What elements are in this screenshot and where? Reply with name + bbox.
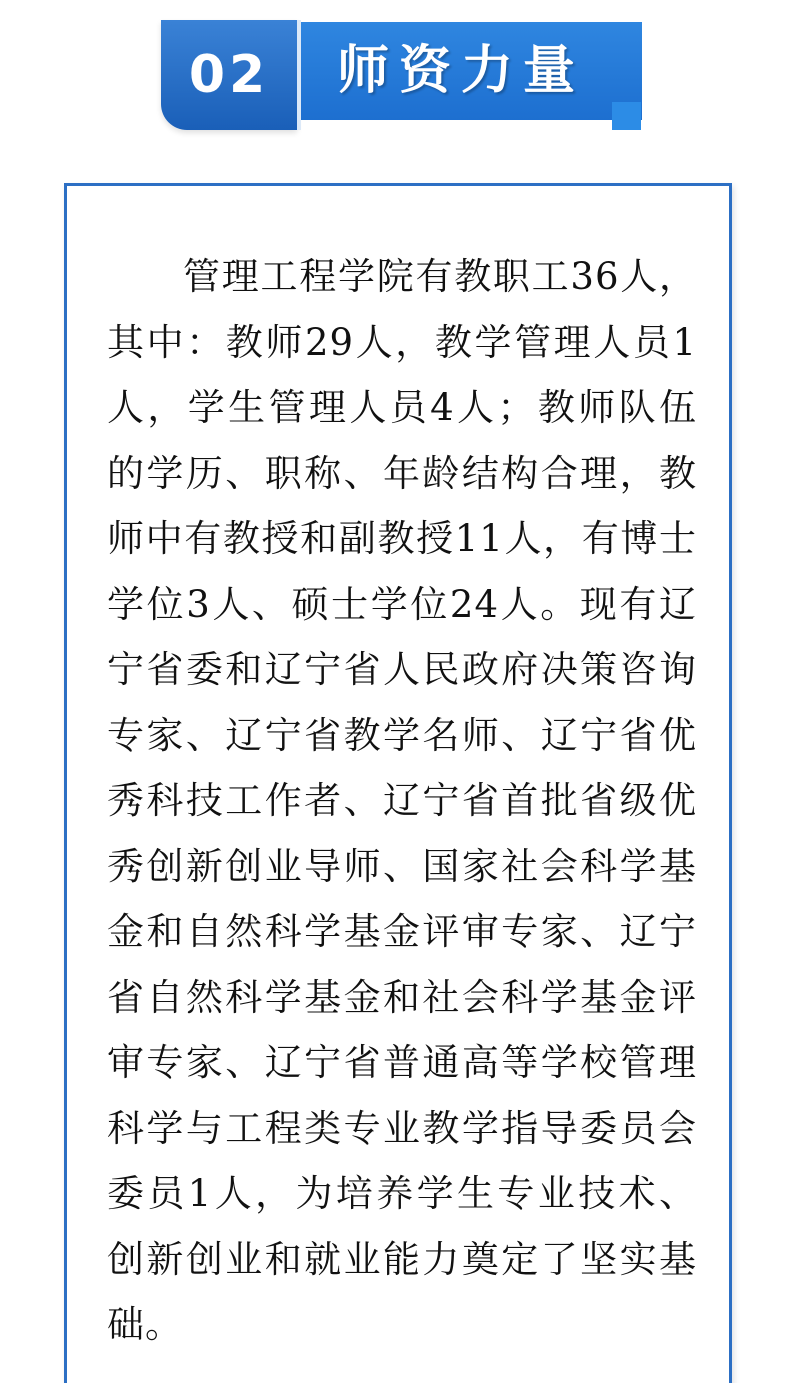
banner-divider [297,20,301,130]
content-box [64,183,732,1383]
section-header-banner [161,20,642,130]
section-number: 02 [188,45,270,105]
banner-corner-square [612,102,641,130]
body-paragraph: 管理工程学院有教职工36人，其中：教师29人，教学管理人员1人，学生管理人员4人；教师队伍的学历、职称、年龄结构合理，教师中有教授和副教授11人，有博士学位3人、硕士学位24人。现有辽宁省委和辽宁省人民政府决策咨询专家、辽宁省教学名师、辽宁省优秀科技工作者、辽宁省首批省级优秀创新创业导师、国家社会科学基金和自然科学基金评审专家、辽宁省自然科学基金和社会科学基金评审专家、辽宁省普通高等学校管理科学与工程类专业教学指导委员会委员1人，为培养学生专业技术、创新创业和就业能力奠定了坚实基础。 [107,255,697,1346]
section-title: 师资力量 [336,41,585,101]
